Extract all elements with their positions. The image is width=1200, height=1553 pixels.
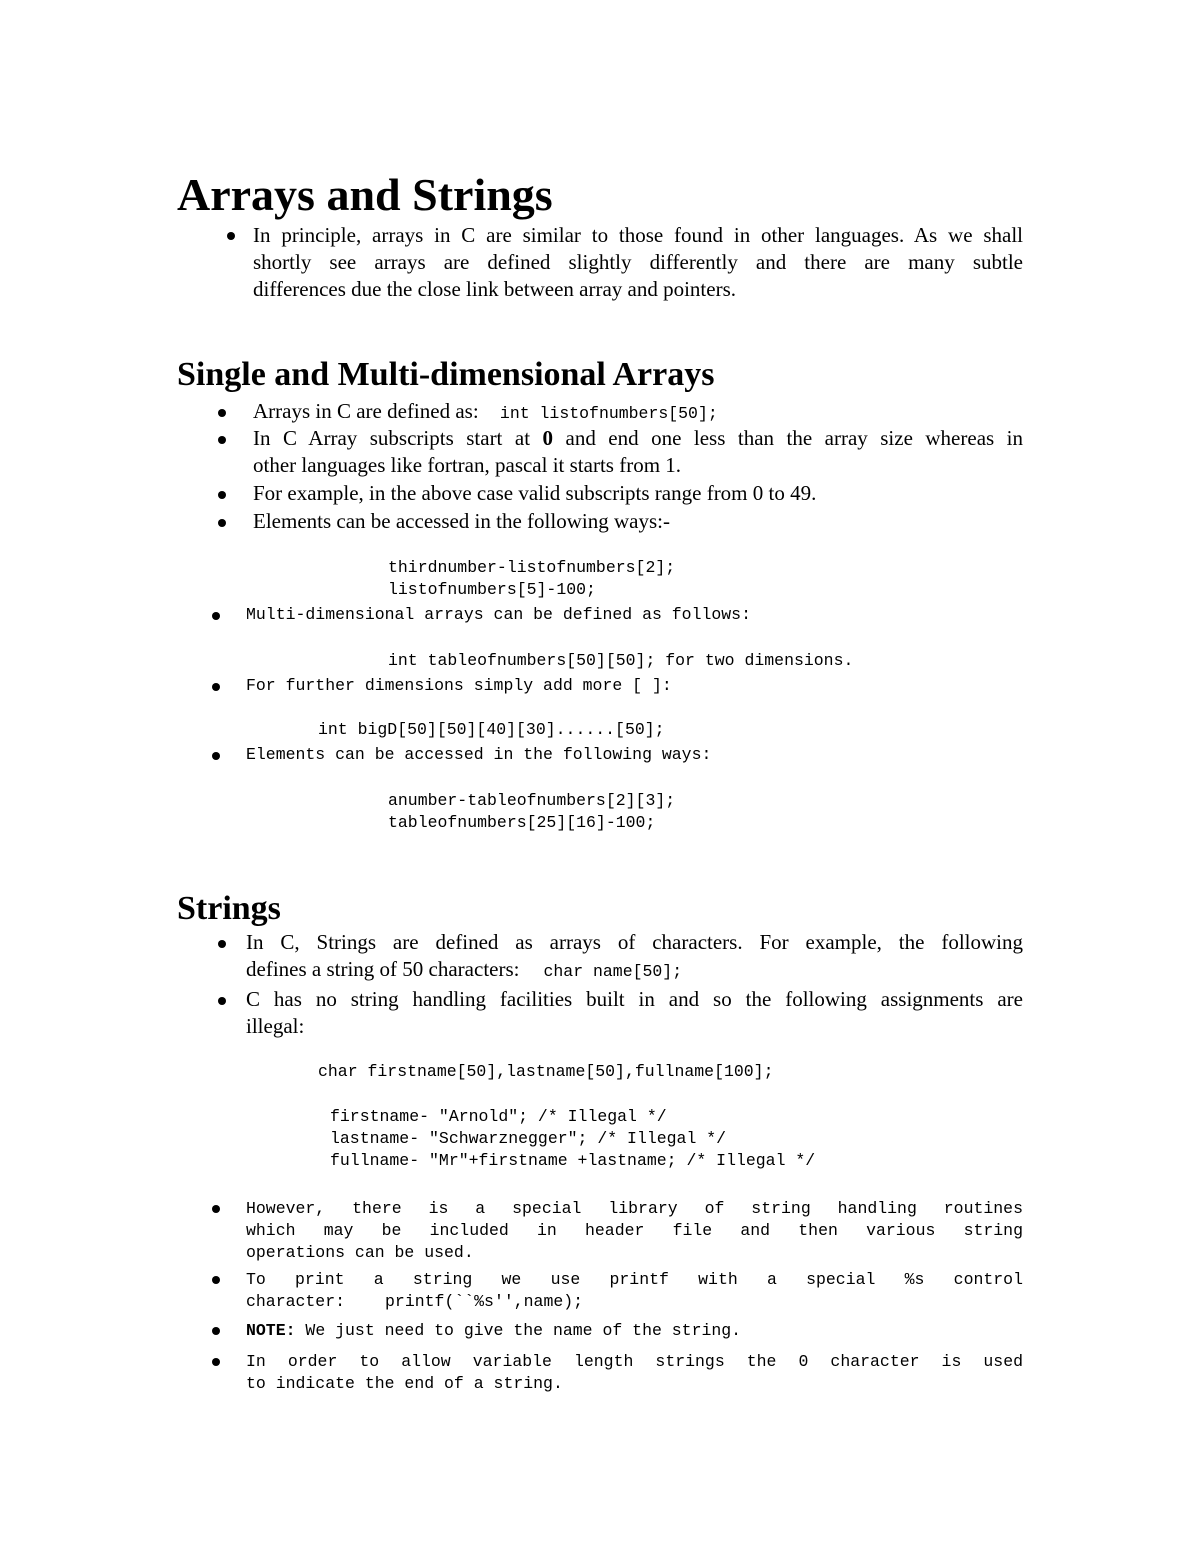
s2-bullet-6 xyxy=(246,1351,1023,1395)
s1-bullet-3: For example, in the above case valid subscripts range from 0 to 49. xyxy=(253,481,817,505)
s1-b2-post: and end one less than the array size whereas in xyxy=(553,426,1023,450)
s2-bullet-4 xyxy=(246,1269,1023,1313)
s2-b1-line-2 xyxy=(246,956,1023,983)
s2-b4-line-2 xyxy=(246,1291,1023,1313)
bullet-icon xyxy=(218,409,226,417)
bullet-icon xyxy=(212,612,220,620)
code-line: fullname- "Mr"+firstname +lastname; /* Illegal */ xyxy=(330,1151,816,1170)
intro-line-1: In principle, arrays in C are similar to those found in other languages. As we shall xyxy=(253,223,1023,247)
s1-b1-code: int listofnumbers[50]; xyxy=(499,404,718,423)
s1-bullet-2 xyxy=(253,425,1023,479)
s2-bullet-5 xyxy=(246,1320,741,1342)
s2-b4-line-1: To print a string we use printf with a special %s control xyxy=(246,1270,1023,1289)
s2-bullet-2 xyxy=(246,986,1023,1040)
code-line: tableofnumbers[25][16]-100; xyxy=(388,813,656,832)
intro-paragraph xyxy=(253,222,1023,303)
code-line: firstname- "Arnold"; /* Illegal */ xyxy=(330,1107,667,1126)
s2-b4-text: character: xyxy=(246,1292,346,1311)
s1-bullet-1 xyxy=(253,398,718,425)
bullet-icon xyxy=(212,752,220,760)
s2-b1-line-1: In C, Strings are defined as arrays of characters. For example, the following xyxy=(246,930,1023,954)
code-block-illegal xyxy=(330,1106,815,1172)
intro-line-2: shortly see arrays are defined slightly differently and there are many subtle xyxy=(253,250,1023,274)
bullet-icon xyxy=(212,1358,220,1366)
s2-b6-line-2: to indicate the end of a string. xyxy=(246,1374,563,1393)
bullet-icon xyxy=(218,491,226,499)
s2-b3-line-2: which may be included in header file and then various string xyxy=(246,1221,1023,1240)
s2-b1-text: defines a string of 50 characters: xyxy=(246,957,520,981)
section-heading-strings: Strings xyxy=(177,890,281,927)
s2-bullet-1 xyxy=(246,929,1023,983)
s2-b4-code: printf(``%s'',name); xyxy=(385,1292,584,1311)
s1-b1-text: Arrays in C are defined as: xyxy=(253,399,479,423)
s1-b2-line-1 xyxy=(253,425,1023,452)
bullet-icon xyxy=(227,232,235,240)
code-line-decl: char firstname[50],lastname[50],fullname[100]; xyxy=(318,1062,774,1081)
s1-b2-bold: 0 xyxy=(542,426,554,450)
s2-b2-line-2: illegal: xyxy=(246,1014,305,1038)
bullet-icon xyxy=(212,1205,220,1213)
bullet-icon xyxy=(218,940,226,948)
s1-bullet-7: Elements can be accessed in the following ways: xyxy=(246,745,712,764)
code-line: anumber-tableofnumbers[2][3]; xyxy=(388,791,676,810)
code-block-access xyxy=(388,557,675,601)
s2-b2-line-1: C has no string handling facilities built in and so the following assignments are xyxy=(246,987,1023,1011)
intro-line-3: differences due the close link between array and pointers. xyxy=(253,277,736,301)
bullet-icon xyxy=(218,436,226,444)
code-line: listofnumbers[5]-100; xyxy=(388,580,596,599)
s1-bullet-6: For further dimensions simply add more [ ]: xyxy=(246,676,672,695)
code-line: thirdnumber-listofnumbers[2]; xyxy=(388,558,676,577)
note-label: NOTE: xyxy=(246,1321,296,1340)
s1-b2-line-2: other languages like fortran, pascal it starts from 1. xyxy=(253,453,682,477)
s1-b2-pre: In C Array subscripts start at xyxy=(253,426,543,450)
s2-b3-line-1: However, there is a special library of string handling routines xyxy=(246,1199,1023,1218)
bullet-icon xyxy=(212,1327,220,1335)
note-text: We just need to give the name of the string. xyxy=(295,1321,742,1340)
s2-b6-line-1: In order to allow variable length strings the 0 character is used xyxy=(246,1352,1023,1371)
code-line-multidim: int tableofnumbers[50][50]; for two dimensions. xyxy=(388,651,854,670)
code-block-table-access xyxy=(388,790,675,834)
s2-bullet-3 xyxy=(246,1198,1023,1264)
bullet-icon xyxy=(218,997,226,1005)
bullet-icon xyxy=(218,519,226,527)
page-title: Arrays and Strings xyxy=(177,169,553,220)
bullet-icon xyxy=(212,1276,220,1284)
s1-bullet-4: Elements can be accessed in the following ways:- xyxy=(253,509,670,533)
code-line-bigd: int bigD[50][50][40][30]......[50]; xyxy=(318,720,665,739)
s1-bullet-5: Multi-dimensional arrays can be defined as follows: xyxy=(246,605,751,624)
s2-b1-code: char name[50]; xyxy=(543,962,683,981)
s2-b3-line-3: operations can be used. xyxy=(246,1243,474,1262)
code-line: lastname- "Schwarznegger"; /* Illegal */ xyxy=(330,1129,727,1148)
section-heading-arrays: Single and Multi-dimensional Arrays xyxy=(177,356,715,393)
bullet-icon xyxy=(212,683,220,691)
